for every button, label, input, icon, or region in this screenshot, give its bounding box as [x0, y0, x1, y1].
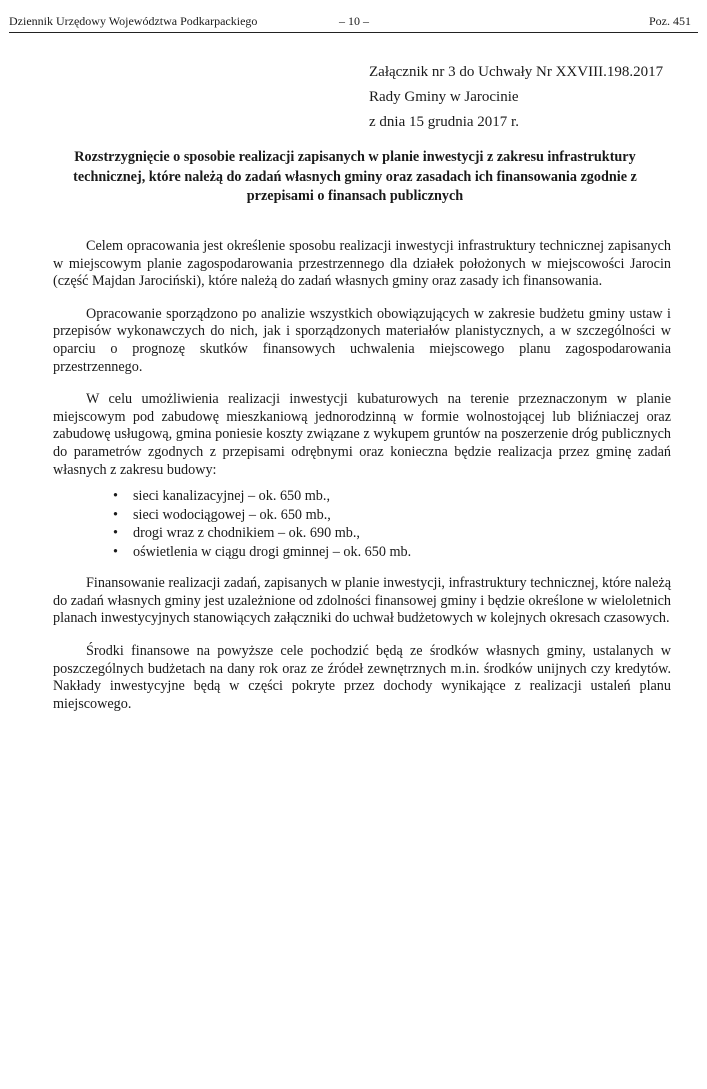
- paragraph-purpose: Celem opracowania jest określenie sposobu realizacji inwestycji infrastruktury technicznej zapisanych w miejscowym planie zagospodarowania przestrzennego dla działek położonych w miejscowości Jarocin (część Majdan Jarociński), które należą do zadań własnych gminy oraz zasady ich finansowania.: [53, 238, 671, 290]
- list-item-text: sieci wodociągowej – ok. 650 mb.,: [133, 506, 331, 523]
- paragraph-funds: Środki finansowe na powyższe cele pochodzić będą ze środków własnych gminy, ustalanych w poszczególnych budżetach na dany rok oraz ze źródeł zewnętrznych m.in. środków unijnych czy kredytów. Nakłady inwestycyjne będą w części pokryte przez dochody wynikające z realizacji ustaleń planu miejscowego.: [53, 642, 671, 712]
- paragraph-analysis: Opracowanie sporządzono po analizie wszystkich obowiązujących w zakresie budżetu gminy ustaw i przepisów wykonawczych do nich, jak i sporządzonych materiałów planistycznych, a w szczególności w oparciu o prognozę skutków finansowych uchwalenia miejscowego planu zagospodarowania przestrzennego.: [53, 305, 671, 375]
- annex-line-council: Rady Gminy w Jarocinie: [369, 89, 519, 105]
- investment-list: [53, 487, 671, 561]
- annex-line-resolution: Załącznik nr 3 do Uchwały Nr XXVIII.198.2017: [369, 64, 664, 80]
- position-number: Poz. 451: [649, 14, 691, 28]
- paragraph-investments: W celu umożliwienia realizacji inwestycji kubaturowych na terenie przeznaczonym w planie miejscowym pod zabudowę mieszkaniową jednorodzinną w formie wolnostojącej lub bliźniaczej oraz zabudowę usługową, gmina poniesie koszty związane z wykupem gruntów na poszerzenie dróg publicznych do parametrów zgodnych z przepisami odrębnymi oraz konieczna będzie realizacja przez gminę zadań własnych z zakresu budowy:: [53, 391, 671, 478]
- bullet-icon: •: [113, 488, 118, 505]
- list-item: [113, 487, 671, 506]
- bullet-icon: •: [113, 543, 118, 560]
- header-divider: [9, 32, 698, 33]
- document-title: Rozstrzygnięcie o sposobie realizacji zapisanych w planie inwestycji z zakresu infrastruktury technicznej, które należą do zadań własnych gminy oraz zasadach ich finansowania zgodnie z przepisami o finansach publicznych: [73, 149, 637, 204]
- list-item-text: oświetlenia w ciągu drogi gminnej – ok. 650 mb.: [133, 543, 412, 560]
- annex-reference: [369, 60, 663, 135]
- annex-line-date: z dnia 15 grudnia 2017 r.: [369, 114, 519, 130]
- page-number: – 10 –: [339, 14, 369, 28]
- page-header: [9, 14, 699, 30]
- list-item: [113, 524, 671, 543]
- list-item-text: sieci kanalizacyjnej – ok. 650 mb.,: [133, 488, 330, 505]
- bullet-icon: •: [113, 525, 118, 542]
- bullet-icon: •: [113, 506, 118, 523]
- list-item: [113, 506, 671, 525]
- journal-name: Dziennik Urzędowy Województwa Podkarpackiego: [9, 14, 258, 28]
- document-body: [53, 238, 671, 728]
- list-item: [113, 543, 671, 562]
- paragraph-financing: Finansowanie realizacji zadań, zapisanych w planie inwestycji, infrastruktury technicznej, które należą do zadań własnych gminy jest uzależnione od zdolności finansowej gminy i będzie określone w wieloletnich planach inwestycyjnych stanowiących załączniki do uchwał budżetowych w kolejnych okresach czasowych.: [53, 575, 671, 627]
- list-item-text: drogi wraz z chodnikiem – ok. 690 mb.,: [133, 525, 360, 542]
